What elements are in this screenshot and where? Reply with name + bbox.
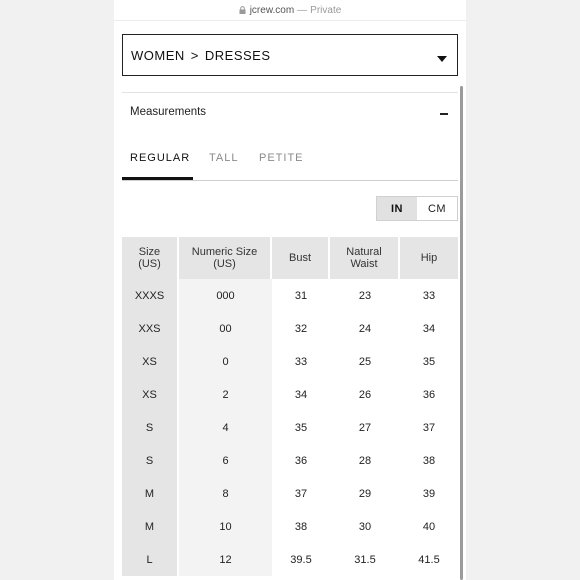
header-line: Bust: [288, 252, 311, 264]
header-line: Waist: [350, 258, 378, 270]
table-row: [122, 378, 458, 411]
cell-hip: 40: [400, 510, 458, 543]
table-row: [122, 444, 458, 477]
cell-bust: 37: [272, 477, 330, 510]
cell-size: XS: [122, 345, 179, 378]
cell-size: S: [122, 444, 179, 477]
cell-size: S: [122, 411, 179, 444]
cell-natural-waist: 31.5: [330, 543, 400, 576]
table-row: [122, 279, 458, 312]
tab-tall[interactable]: TALL: [209, 152, 239, 164]
cell-bust: 36: [272, 444, 330, 477]
breadcrumb-separator: >: [190, 47, 199, 63]
category-subsection: DRESSES: [204, 47, 271, 63]
collapse-minus-icon[interactable]: [440, 113, 448, 115]
cell-natural-waist: 30: [330, 510, 400, 543]
size-chart-table: [122, 237, 458, 576]
header-line: (US): [138, 258, 161, 270]
cell-natural-waist: 27: [330, 411, 400, 444]
cell-hip: 36: [400, 378, 458, 411]
cell-bust: 39.5: [272, 543, 330, 576]
table-row: [122, 312, 458, 345]
table-row: [122, 510, 458, 543]
table-body: [122, 279, 458, 576]
header-bust: [272, 237, 330, 279]
cell-size: M: [122, 510, 179, 543]
cell-bust: 38: [272, 510, 330, 543]
cell-bust: 35: [272, 411, 330, 444]
active-tab-indicator: [122, 177, 193, 180]
table-row: [122, 543, 458, 576]
cell-size: M: [122, 477, 179, 510]
header-natural-waist: [330, 237, 400, 279]
cell-natural-waist: 24: [330, 312, 400, 345]
cell-natural-waist: 28: [330, 444, 400, 477]
unit-cm-button[interactable]: CM: [417, 197, 457, 220]
lock-icon: [239, 6, 246, 14]
cell-size: XXS: [122, 312, 179, 345]
unit-toggle: [376, 196, 458, 221]
cell-bust: 34: [272, 378, 330, 411]
table-row: [122, 411, 458, 444]
cell-size: XS: [122, 378, 179, 411]
cell-natural-waist: 26: [330, 378, 400, 411]
cell-bust: 33: [272, 345, 330, 378]
caret-down-icon: [437, 51, 447, 66]
cell-numeric-size: 10: [179, 510, 272, 543]
divider: [122, 92, 458, 93]
mobile-page: [114, 0, 466, 580]
private-mode-label: Private: [310, 4, 342, 16]
tab-regular[interactable]: REGULAR: [130, 152, 191, 164]
cell-size: XXXS: [122, 279, 179, 312]
cell-hip: 39: [400, 477, 458, 510]
cell-numeric-size: 4: [179, 411, 272, 444]
cell-numeric-size: 2: [179, 378, 272, 411]
header-hip: [400, 237, 458, 279]
header-line: (US): [213, 258, 236, 270]
cell-bust: 31: [272, 279, 330, 312]
cell-hip: 38: [400, 444, 458, 477]
table-row: [122, 345, 458, 378]
url-domain: jcrew.com: [249, 4, 295, 16]
header-line: Numeric Size: [191, 246, 258, 258]
cell-hip: 35: [400, 345, 458, 378]
cell-numeric-size: 00: [179, 312, 272, 345]
table-header: [122, 237, 458, 279]
header-line: Size: [138, 246, 161, 258]
cell-numeric-size: 12: [179, 543, 272, 576]
cell-hip: 33: [400, 279, 458, 312]
cell-natural-waist: 29: [330, 477, 400, 510]
fit-tabs: [122, 150, 458, 181]
header-line: Natural: [346, 246, 382, 258]
header-line: Hip: [420, 252, 438, 264]
url-bar[interactable]: [114, 0, 466, 21]
category-section: WOMEN: [131, 47, 185, 63]
scrollbar[interactable]: [460, 86, 463, 580]
cell-numeric-size: 6: [179, 444, 272, 477]
cell-numeric-size: 0: [179, 345, 272, 378]
category-dropdown[interactable]: [122, 34, 458, 76]
cell-hip: 34: [400, 312, 458, 345]
cell-numeric-size: 000: [179, 279, 272, 312]
unit-in-button[interactable]: IN: [377, 197, 417, 220]
cell-size: L: [122, 543, 179, 576]
cell-numeric-size: 8: [179, 477, 272, 510]
cell-natural-waist: 23: [330, 279, 400, 312]
cell-hip: 41.5: [400, 543, 458, 576]
cell-bust: 32: [272, 312, 330, 345]
cell-natural-waist: 25: [330, 345, 400, 378]
header-size: [122, 237, 179, 279]
header-numeric-size: [179, 237, 272, 279]
tab-petite[interactable]: PETITE: [259, 152, 304, 164]
table-row: [122, 477, 458, 510]
url-separator: —: [297, 4, 308, 16]
measurements-heading[interactable]: Measurements: [130, 106, 207, 118]
cell-hip: 37: [400, 411, 458, 444]
